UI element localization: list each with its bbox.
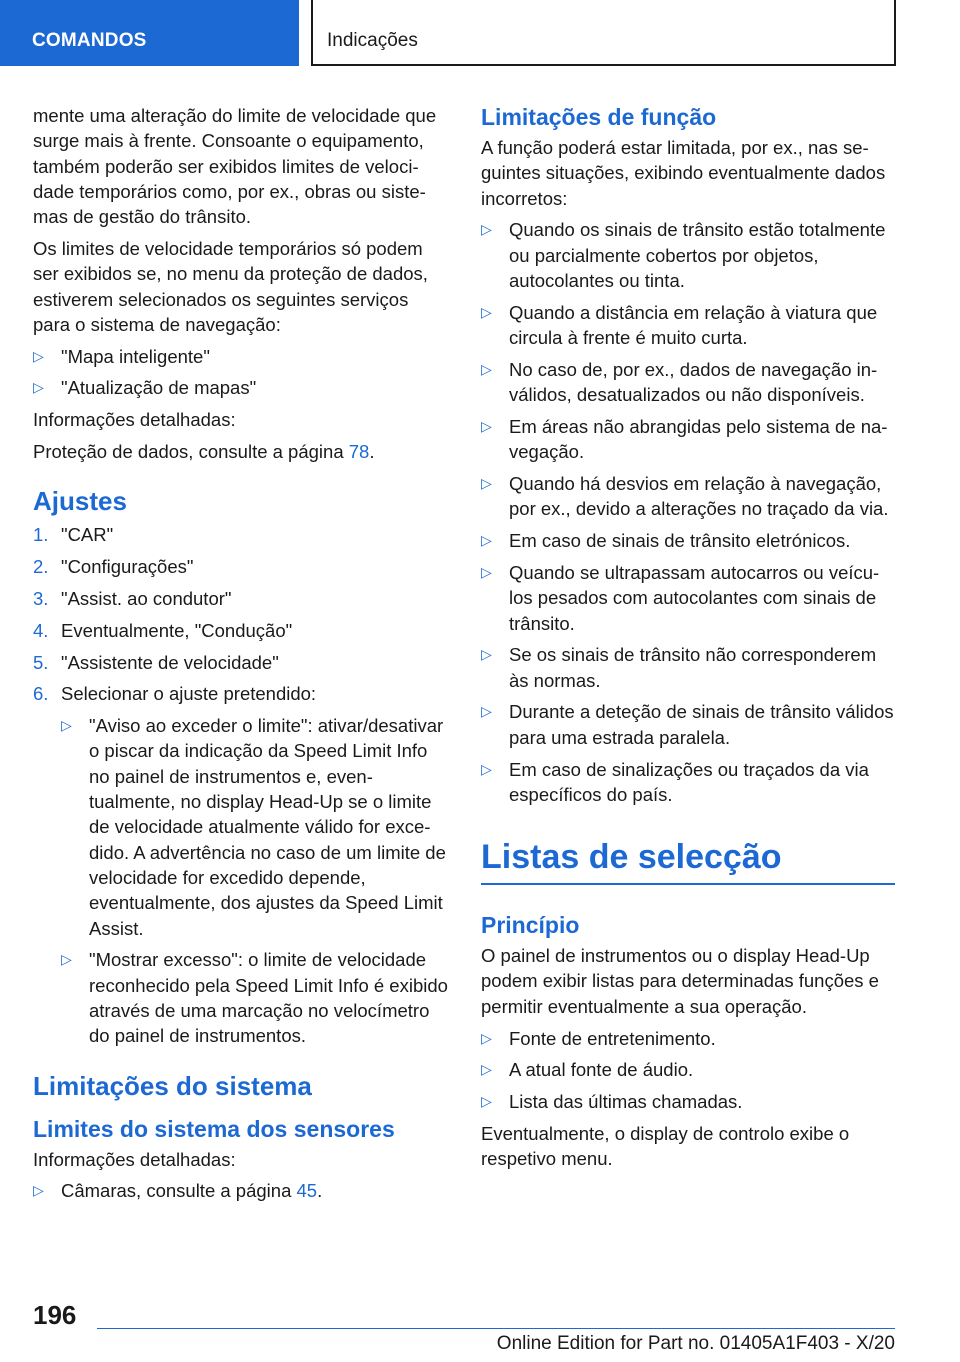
triangle-bullet-icon: ▷ xyxy=(481,1029,492,1046)
triangle-bullet-icon: ▷ xyxy=(481,303,492,320)
heading-principio: Princípio xyxy=(481,912,580,939)
list-item: ▷ Quando se ultrapassam autocarros ou veículos pesados com autocolantes com sinais de trânsito. xyxy=(481,561,880,634)
list-item: ▷ A atual fonte de áudio. xyxy=(481,1057,895,1082)
edition-footer: Online Edition for Part no. 01405A1F403 - X/20 xyxy=(496,1333,895,1354)
list-item: ▷ "Atualização de mapas" xyxy=(33,375,449,400)
heading-limitacoes-funcao: Limitações de função xyxy=(481,104,717,130)
list-item: ▷ Quando há desvios em relação à navegação, por ex., devido a alterações no traçado da via. xyxy=(481,473,889,520)
function-limits-list xyxy=(481,217,895,807)
step6-options xyxy=(61,713,449,1048)
page-link-45[interactable]: 45 xyxy=(296,1180,318,1202)
triangle-bullet-icon: ▷ xyxy=(33,347,44,364)
left-column xyxy=(33,103,449,1210)
triangle-bullet-icon: ▷ xyxy=(481,703,492,720)
triangle-bullet-icon: ▷ xyxy=(481,221,492,238)
sensors-list xyxy=(33,1178,449,1203)
paragraph: Eventualmente, o display de controlo exibe o respetivo menu. xyxy=(481,1122,850,1170)
page-link-78[interactable]: 78 xyxy=(348,441,370,463)
list-item: ▷ No caso de, por ex., dados de navegação inválidos, desatualizados ou não disponíveis. xyxy=(481,358,878,406)
details-label: Informações detalhadas: xyxy=(33,409,236,431)
footer-divider xyxy=(97,1328,895,1329)
services-list xyxy=(33,344,449,401)
page-header xyxy=(0,0,960,66)
triangle-bullet-icon: ▷ xyxy=(481,646,492,663)
list-item: ▷ Em caso de sinalizações ou traçados da via específicos do país. xyxy=(481,758,869,805)
triangle-bullet-icon: ▷ xyxy=(61,951,72,968)
step-item: 2. "Configurações" xyxy=(33,556,194,578)
list-item: ▷ Lista das últimas chamadas. xyxy=(481,1089,895,1114)
paragraph: Os limites de velocidade temporários só podem ser exibidos se, no menu da proteção de dados, estiverem selecionados os seguintes serviços para o sistema de navegação: xyxy=(33,237,428,335)
step-item: 3. "Assist. ao condutor" xyxy=(33,587,232,609)
triangle-bullet-icon: ▷ xyxy=(33,1182,44,1199)
topic-title: Indicações xyxy=(311,0,896,66)
list-item: ▷ Quando a distância em relação à viatura que circula à frente é muito curta. xyxy=(481,301,878,349)
step-item: 6. Selecionar o ajuste pretendido: ▷ "Aviso ao exceder o limite": ativar/desativar o piscar da indicação da Speed Limit Info no painel de instrumentos e, eventualmente, no display Head-Up se o limite de velocidade atualmente válido for excedido. A advertência no caso de um limite de velocidade for excedido depende, eventualmente, dos ajustes da Speed Limit Assist. ▷ "Mostrar excesso": o limite de velocidade reconhecido pela Speed Limit Info é exibido através de uma marcação no velocímetro do painel de instrumentos. xyxy=(33,681,449,1048)
steps-list xyxy=(33,522,449,1048)
triangle-bullet-icon: ▷ xyxy=(481,760,492,777)
heading-limitacoes-sistema: Limitações do sistema xyxy=(33,1070,312,1101)
list-item: ▷ Se os sinais de trânsito não corresponderem às normas. xyxy=(481,644,877,691)
right-column xyxy=(481,103,895,1178)
triangle-bullet-icon: ▷ xyxy=(481,1061,492,1078)
principle-list xyxy=(481,1026,895,1115)
section-tab: COMANDOS xyxy=(0,0,299,66)
list-item: ▷ "Mapa inteligente" xyxy=(33,344,449,369)
triangle-bullet-icon: ▷ xyxy=(481,360,492,377)
triangle-bullet-icon: ▷ xyxy=(481,417,492,434)
step-item: 5. "Assistente de velocidade" xyxy=(33,651,279,673)
list-item: ▷ Em caso de sinais de trânsito eletrónicos. xyxy=(481,528,895,553)
list-item: ▷ Fonte de entretenimento. xyxy=(481,1026,895,1051)
step-item: 1. "CAR" xyxy=(33,524,114,546)
triangle-bullet-icon: ▷ xyxy=(61,717,72,734)
list-item: ▷ Quando os sinais de trânsito estão totalmente ou parcialmente cobertos por objetos, autocolantes ou tinta. xyxy=(481,219,886,291)
paragraph: mente uma alteração do limite de velocidade que surge mais à frente. Consoante o equipamento, também poderão ser exibidos limites de velocidade temporários como, por ex., obras ou sistemas de gestão do trânsito. xyxy=(33,105,437,228)
triangle-bullet-icon: ▷ xyxy=(33,379,44,396)
paragraph: O painel de instrumentos ou o display Head-Up podem exibir listas para determinadas funções e permitir eventualmente a sua operação. xyxy=(481,945,879,1017)
triangle-bullet-icon: ▷ xyxy=(481,1093,492,1110)
list-item: ▷ Durante a deteção de sinais de trânsito válidos para uma estrada paralela. xyxy=(481,701,894,748)
triangle-bullet-icon: ▷ xyxy=(481,475,492,492)
list-item: ▷ Câmaras, consulte a página 45. xyxy=(33,1178,449,1203)
details-label: Informações detalhadas: xyxy=(33,1148,236,1170)
heading-ajustes: Ajustes xyxy=(33,486,127,517)
privacy-reference: Proteção de dados, consulte a página 78. xyxy=(33,441,375,463)
triangle-bullet-icon: ▷ xyxy=(481,532,492,549)
list-item: ▷ "Mostrar excesso": o limite de velocidade reconhecido pela Speed Limit Info é exibido através de uma marcação no velocímetro do painel de instrumentos. xyxy=(61,949,448,1047)
triangle-bullet-icon: ▷ xyxy=(481,563,492,580)
list-item: ▷ Em áreas não abrangidas pelo sistema de navegação. xyxy=(481,415,888,463)
paragraph: A função poderá estar limitada, por ex., nas seguintes situações, exibindo eventualmente dados incorretos: xyxy=(481,137,886,209)
chapter-heading-listas: Listas de selecção xyxy=(481,837,895,885)
heading-limites-sensores: Limites do sistema dos sensores xyxy=(33,1115,395,1142)
page-number: 196 xyxy=(33,1300,77,1330)
list-item: ▷ "Aviso ao exceder o limite": ativar/desativar o piscar da indicação da Speed Limit Info no painel de instrumentos e, eventualmente, no display Head-Up se o limite de velocidade atualmente válido for excedido. A advertência no caso de um limite de velocidade for excedido depende, eventualmente, dos ajustes da Speed Limit Assist. xyxy=(61,715,446,939)
step-item: 4. Eventualmente, "Condução" xyxy=(33,619,293,641)
